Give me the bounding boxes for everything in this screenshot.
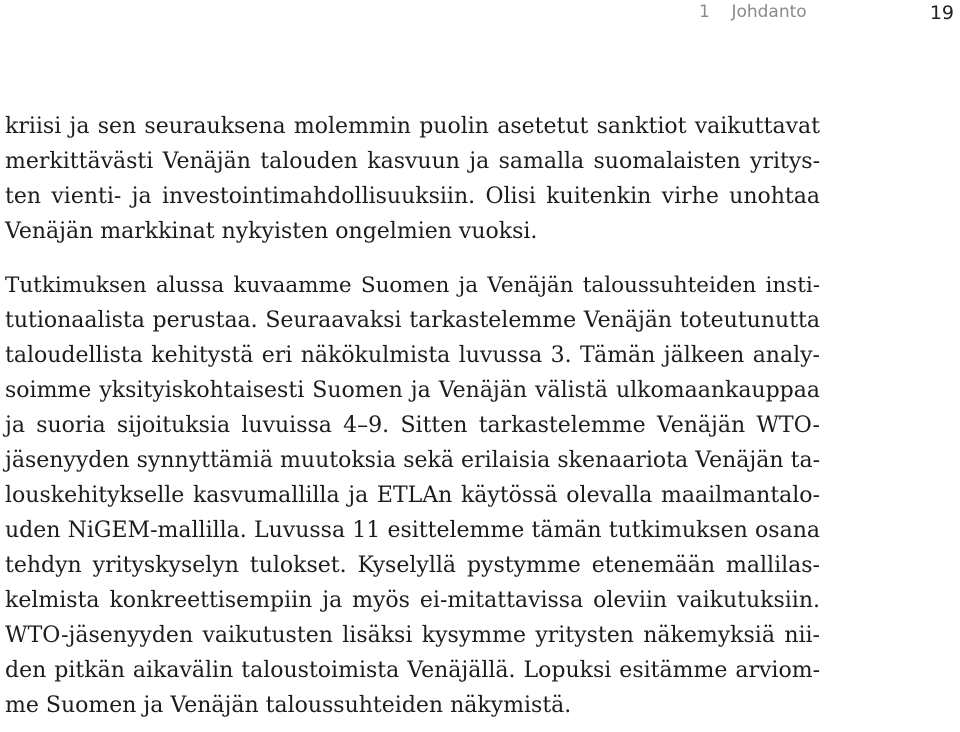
chapter-number: 1 [699,2,710,22]
text-line: me Suomen ja Venäjän taloussuhteiden näkymistä. [5,693,572,718]
chapter-heading [699,2,807,22]
paragraph [5,109,820,249]
paragraph [5,268,820,723]
text-line: jäsenyyden synnyttämiä muutoksia sekä erilaisia skenaariota Venäjän ta- [5,448,820,473]
text-line: WTO-jäsenyyden vaikutusten lisäksi kysymme yritysten näkemyksiä nii- [5,623,820,648]
text-line: ja suoria sijoituksia luvuissa 4–9. Sitten tarkastelemme Venäjän WTO- [5,413,820,438]
text-line: louskehitykselle kasvumallilla ja ETLAn käytössä olevalla maailmantalo- [5,483,820,508]
text-line: tutionaalista perustaa. Seuraavaksi tarkastelemme Venäjän toteutunutta [5,308,820,333]
text-line: den pitkän aikavälin taloustoimista Venäjällä. Lopuksi esitämme arviom- [5,658,820,683]
text-line: kriisi ja sen seurauksena molemmin puolin asetetut sanktiot vaikuttavat [5,114,820,139]
text-line: Venäjän markkinat nykyisten ongelmien vuoksi. [5,219,538,244]
page-number: 19 [929,2,954,24]
text-line: soimme yksityiskohtaisesti Suomen ja Venäjän välistä ulkomaankauppaa [5,378,820,403]
running-header [0,0,960,26]
text-line: ten vienti- ja investointimahdollisuuksiin. Olisi kuitenkin virhe unohtaa [5,184,820,209]
text-line: Tutkimuksen alussa kuvaamme Suomen ja Venäjän taloussuhteiden insti- [5,273,820,298]
chapter-title: Johdanto [731,2,807,22]
text-line: taloudellista kehitystä eri näkökulmista luvussa 3. Tämän jälkeen analy- [5,343,820,368]
text-line: tehdyn yrityskyselyn tulokset. Kyselyllä pystymme etenemään mallilas- [5,553,820,578]
text-line: uden NiGEM-mallilla. Luvussa 11 esittelemme tämän tutkimuksen osana [5,518,820,543]
text-line: kelmista konkreettisempiin ja myös ei-mitattavissa oleviin vaikutuksiin. [5,588,820,613]
text-line: merkittävästi Venäjän talouden kasvuun ja samalla suomalaisten yritys- [5,149,820,174]
body-text [5,109,820,723]
